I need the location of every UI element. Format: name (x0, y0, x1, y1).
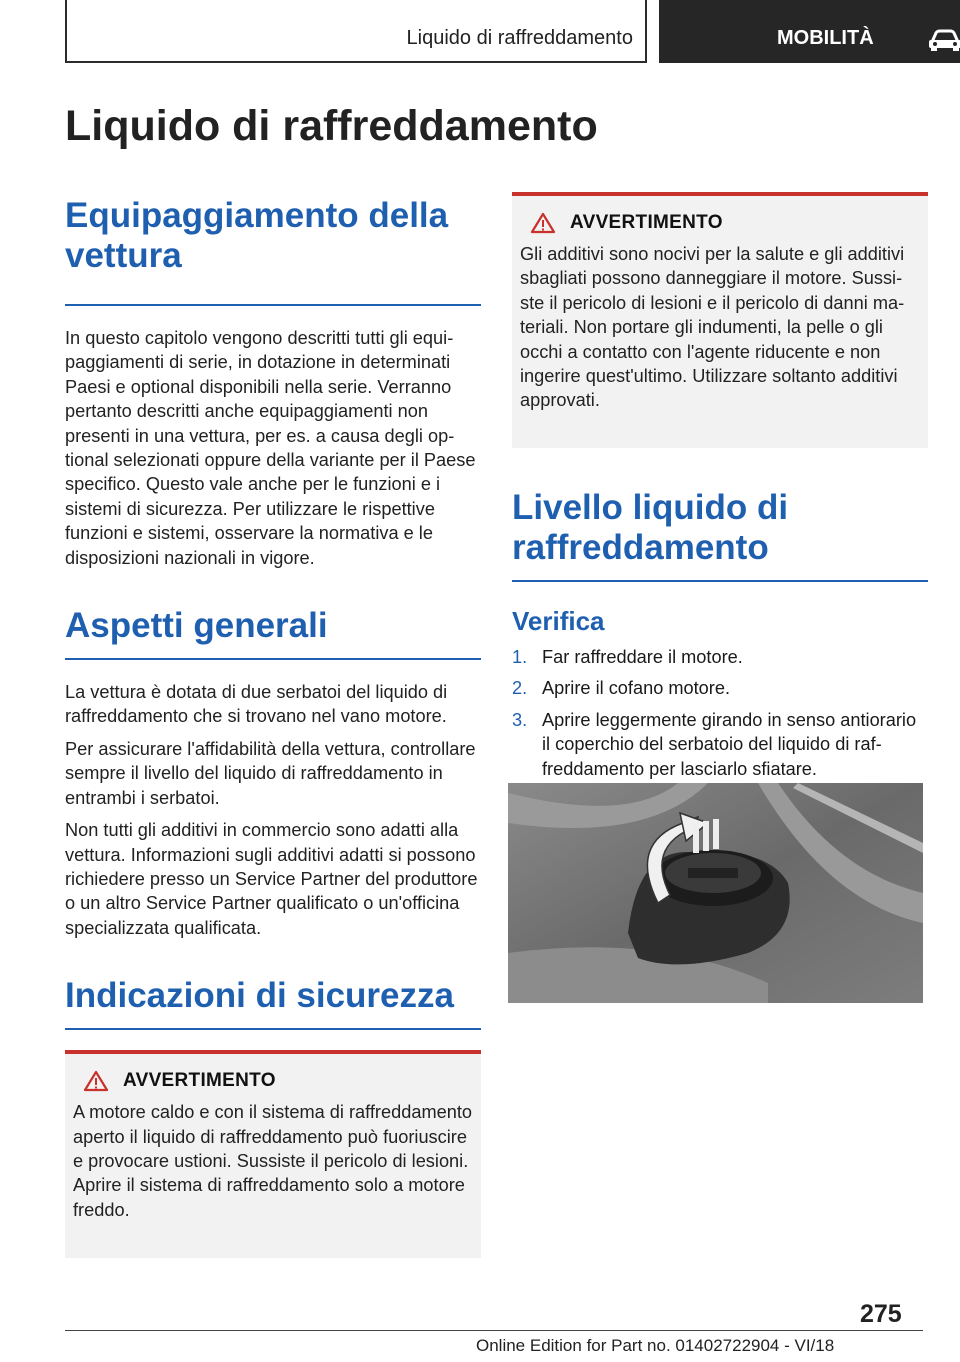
coolant-reservoir-photo (508, 783, 923, 1003)
general-paragraph-3: Non tutti gli additivi in commercio sono adatti alla vettura. Informazioni sugli additivi adatti si possono richiedere presso un Service Partner del produttore o un altro Service Partner qualificato o un'officina specializzata qualificata. (65, 820, 478, 938)
warning-triangle-icon (530, 212, 556, 234)
warning-title: AVVERTIMENTO (123, 1070, 276, 1092)
safety-heading: Indicazioni di sicurezza (65, 976, 454, 1016)
general-heading: Aspetti generali (65, 606, 328, 646)
footer-rule (65, 1330, 923, 1331)
left-column (65, 196, 481, 1258)
header-section-title: Liquido di raffreddamento (406, 27, 633, 49)
header-chapter-label: MOBILITÀ (777, 27, 874, 49)
step-text: Aprire il cofano motore. (542, 678, 731, 699)
step-number: 1. (512, 647, 528, 667)
step-number: 2. (512, 678, 528, 699)
general-paragraph-2: Per assicurare l'affidabilità della vettura, controllare sempre il livello del liquido di raffreddamento in entrambi i serbatoi. (65, 738, 476, 808)
heading-rule (65, 658, 481, 660)
step-item (512, 708, 928, 781)
check-heading: Verifica (512, 606, 605, 636)
coolant-level-heading: Livello liquido di raffreddamento (512, 488, 789, 567)
warning-text: Gli additivi sono nocivi per la salute e gli additivi sbagliati possono danneggiare il motore. Sussiste il pericolo di lesioni e il pericolo di danni materiali. Non portare gli indumenti, la pelle o gli occhi a contatto con l'agente riducente e non ingerire quest'ultimo. Utilizzare soltanto additivi approvati. (520, 244, 905, 411)
warning-text: A motore caldo e con il sistema di raffreddamento aperto il liquido di raffreddamento può fuoriuscire e provocare ustioni. Sussiste il pericolo di lesioni. Aprire il sistema di raffreddamento solo a motore freddo. (73, 1102, 472, 1220)
warning-box (65, 1050, 481, 1258)
right-column (512, 192, 928, 788)
header-chapter-tab (659, 0, 960, 63)
equipment-text: In questo capitolo vengono descritti tutti gli equipaggiamenti di serie, in dotazione in determinati Paesi e optional disponibili nella serie. Verranno pertanto descritti anche equipaggiamenti non presenti in una vettura, per es. a causa degli optional selezionati oppure della variante per il Paese specifico. Questo vale anche per le funzioni e i sistemi di sicurezza. Per utilizzare le rispettive funzioni e sistemi, osservare la normativa e le disposizioni nazionali in vigore. (65, 328, 476, 568)
step-text: Far raffreddare il motore. (542, 647, 743, 667)
step-item (512, 676, 928, 700)
page-title: Liquido di raffreddamento (65, 102, 598, 150)
heading-rule (65, 304, 481, 306)
step-number: 3. (512, 709, 528, 730)
step-item (512, 645, 928, 669)
header-section-box (65, 0, 647, 63)
heading-rule (65, 1028, 481, 1030)
footer-edition: Online Edition for Part no. 01402722904 - VI/18 (476, 1336, 835, 1355)
general-paragraph-1: La vettura è dotata di due serbatoi del liquido di raffreddamento che si trovano nel vano motore. (65, 682, 448, 727)
steps-list (512, 645, 928, 781)
step-text: Aprire leggermente girando in senso antiorario il coperchio del serbatoio del liquido di raffreddamento per lasciarlo sfiatare. (542, 709, 917, 779)
warning-triangle-icon (83, 1070, 109, 1092)
equipment-heading: Equipaggiamento della vettura (65, 196, 449, 275)
warning-title: AVVERTIMENTO (570, 212, 723, 233)
page-number: 275 (860, 1300, 902, 1328)
heading-rule (512, 580, 928, 582)
warning-box (512, 192, 928, 448)
car-icon (927, 28, 960, 52)
